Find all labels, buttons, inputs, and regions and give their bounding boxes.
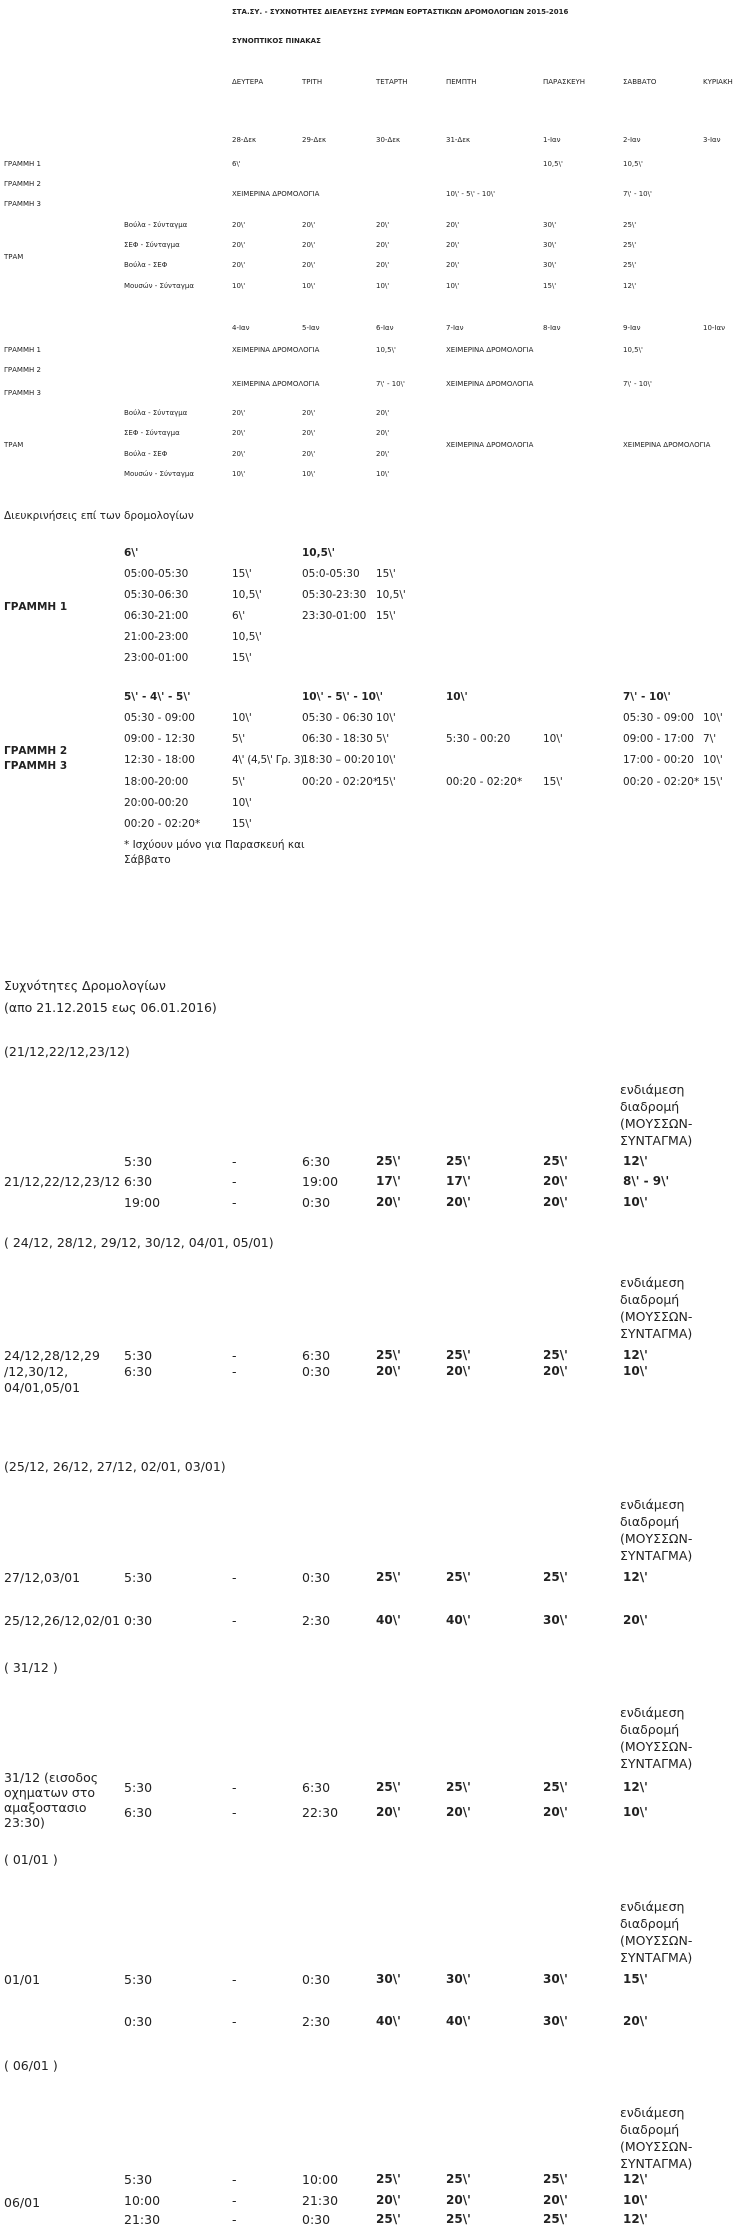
- freq: 5\': [376, 733, 390, 745]
- frequencies-period: (απο 21.12.2015 εως 06.01.2016): [4, 1000, 217, 1015]
- cell: ΧΕΙΜΕΡΙΝΑ ΔΡΟΜΟΛΟΓΙΑ: [232, 346, 320, 354]
- freq: 10\': [623, 1195, 648, 1209]
- freq: 25\': [376, 2212, 401, 2226]
- dash: -: [232, 2172, 237, 2187]
- freq: 10\': [703, 754, 723, 766]
- time-range: 05:30 - 09:00: [623, 712, 694, 724]
- end: 21:30: [302, 2193, 339, 2208]
- cell: 10\' - 5\' - 10\': [446, 190, 496, 198]
- start: 5:30: [124, 2172, 153, 2187]
- cell: 7\' - 10\': [623, 380, 652, 388]
- doc-subtitle: ΣΥΝΟΠΤΙΚΟΣ ΠΙΝΑΚΑΣ: [232, 37, 321, 45]
- freq: 15\': [703, 776, 723, 788]
- freq: 5\': [232, 776, 246, 788]
- freq: 12\': [623, 1780, 648, 1794]
- col-header: 10\' - 5\' - 10\': [302, 691, 384, 703]
- freq: 20\': [623, 1613, 648, 1627]
- cell: 15\': [543, 282, 557, 290]
- tram-label: ΤΡΑΜ: [4, 253, 24, 261]
- start: 6:30: [124, 1174, 153, 1189]
- freq: 25\': [446, 2212, 471, 2226]
- time-range: 18:00-20:00: [124, 776, 189, 788]
- time-range: 05:0-05:30: [302, 568, 360, 580]
- cell: 20\': [376, 261, 390, 269]
- freq: 10,5\': [232, 589, 262, 601]
- start: 5:30: [124, 1348, 153, 1363]
- freq: 12\': [623, 1348, 648, 1362]
- freq: 12\': [623, 1154, 648, 1168]
- end: 22:30: [302, 1805, 339, 1820]
- line3-label: ΓΡΑΜΜΗ 3: [4, 760, 68, 772]
- time-range: 23:30-01:00: [302, 610, 367, 622]
- section-heading: ( 31/12 ): [4, 1660, 58, 1675]
- freq: 12\': [623, 2212, 648, 2226]
- freq: 25\': [446, 1154, 471, 1168]
- mid-route-header: ενδιάμεση διαδρομή (ΜΟΥΣΣΩΝ-ΣΥΝΤΑΓΜΑ): [620, 1275, 693, 1341]
- freq: 20\': [446, 2193, 471, 2207]
- time-range: 17:00 - 00:20: [623, 754, 694, 766]
- freq: 7\': [703, 733, 717, 745]
- cell: 10\': [302, 282, 316, 290]
- freq: 25\': [446, 1570, 471, 1584]
- date-cell: 29-Δεκ: [302, 136, 327, 144]
- time-range: 00:20 - 02:20*: [124, 818, 201, 830]
- day-thursday: ΠΕΜΠΤΗ: [446, 78, 477, 86]
- freq: 20\': [376, 2193, 401, 2207]
- end: 0:30: [302, 2212, 331, 2227]
- freq: 40\': [376, 2014, 401, 2028]
- date-label: 24/12,28/12,29 /12,30/12, 04/01,05/01: [4, 1348, 100, 1395]
- end: 6:30: [302, 1154, 331, 1169]
- cell: ΧΕΙΜΕΡΙΝΑ ΔΡΟΜΟΛΟΓΙΑ: [232, 190, 320, 198]
- cell: 20\': [302, 221, 316, 229]
- freq: 40\': [446, 2014, 471, 2028]
- freq: 4\' (4,5\' Γρ. 3): [232, 754, 304, 766]
- freq: 15\': [376, 776, 396, 788]
- doc-title: ΣΤΑ.ΣΥ. - ΣΥΧΝΟΤΗΤΕΣ ΔΙΕΛΕΥΣΗΣ ΣΥΡΜΩΝ ΕΟΡΤΑΣΤΙΚΩΝ ΔΡΟΜΟΛΟΓΙΩΝ 2015-2016: [232, 8, 569, 16]
- end: 19:00: [302, 1174, 339, 1189]
- cell: 20\': [232, 429, 246, 437]
- time-range: 23:00-01:00: [124, 652, 189, 664]
- end: 6:30: [302, 1780, 331, 1795]
- mid-route-header: ενδιάμεση διαδρομή (ΜΟΥΣΣΩΝ-ΣΥΝΤΑΓΜΑ): [620, 1497, 693, 1563]
- start: 6:30: [124, 1805, 153, 1820]
- line2-label: ΓΡΑΜΜΗ 2: [4, 745, 68, 757]
- cell: 25\': [623, 261, 637, 269]
- freq: 25\': [446, 2172, 471, 2186]
- day-friday: ΠΑΡΑΣΚΕΥΗ: [543, 78, 586, 86]
- cell: 7\' - 10\': [623, 190, 652, 198]
- date-cell: 6-Ιαν: [376, 324, 394, 332]
- freq: 10\': [703, 712, 723, 724]
- tram-label: ΤΡΑΜ: [4, 441, 24, 449]
- end: 2:30: [302, 2014, 331, 2029]
- time-range: 09:00 - 17:00: [623, 733, 694, 745]
- cell: 20\': [302, 261, 316, 269]
- date-label: 01/01: [4, 1972, 41, 1987]
- start: 21:30: [124, 2212, 161, 2227]
- freq: 25\': [543, 1780, 568, 1794]
- date-cell: 8-Ιαν: [543, 324, 561, 332]
- mid-route-header: ενδιάμεση διαδρομή (ΜΟΥΣΣΩΝ-ΣΥΝΤΑΓΜΑ): [620, 1899, 693, 1965]
- time-range: 00:20 - 02:20*: [302, 776, 379, 788]
- line2-label: ΓΡΑΜΜΗ 2: [4, 366, 41, 374]
- cell: 7\' - 10\': [376, 380, 405, 388]
- line1-label: ΓΡΑΜΜΗ 1: [4, 601, 68, 613]
- date-cell: 30-Δεκ: [376, 136, 401, 144]
- freq: 20\': [543, 1364, 568, 1378]
- cell: 20\': [232, 221, 246, 229]
- time-range: 06:30 - 18:30: [302, 733, 373, 745]
- line2-label: ΓΡΑΜΜΗ 2: [4, 180, 41, 188]
- dash: -: [232, 1364, 237, 1379]
- time-range: 21:00-23:00: [124, 631, 189, 643]
- freq: 20\': [376, 1364, 401, 1378]
- freq: 10,5\': [376, 589, 406, 601]
- dash: -: [232, 1805, 237, 1820]
- date-cell: 10-Ιαν: [703, 324, 726, 332]
- freq: 10\': [543, 733, 563, 745]
- freq: 17\': [446, 1174, 471, 1188]
- freq: 10\': [623, 1364, 648, 1378]
- cell: ΧΕΙΜΕΡΙΝΑ ΔΡΟΜΟΛΟΓΙΑ: [446, 346, 534, 354]
- tram-route: Βούλα - Σύνταγμα: [124, 221, 188, 229]
- time-range: 05:30-23:30: [302, 589, 367, 601]
- cell: 20\': [376, 450, 390, 458]
- freq: 30\': [543, 1613, 568, 1627]
- date-label: 31/12 (εισοδος οχηματων στο αμαξοστασιο 23:30): [4, 1770, 99, 1830]
- section-heading: ( 01/01 ): [4, 1852, 58, 1867]
- cell: 20\': [302, 429, 316, 437]
- end: 6:30: [302, 1348, 331, 1363]
- cell: 12\': [623, 282, 637, 290]
- start: 0:30: [124, 1613, 153, 1628]
- end: 0:30: [302, 1364, 331, 1379]
- freq: 17\': [376, 1174, 401, 1188]
- freq: 20\': [446, 1805, 471, 1819]
- cell: 10,5\': [623, 160, 643, 168]
- section-heading: (21/12,22/12,23/12): [4, 1044, 130, 1059]
- cell: 30\': [543, 241, 557, 249]
- tram-route: ΣΕΦ - Σύνταγμα: [124, 429, 180, 437]
- freq: 12\': [623, 2172, 648, 2186]
- freq: 15\': [232, 818, 252, 830]
- time-range: 05:30 - 06:30: [302, 712, 373, 724]
- col-header: 7\' - 10\': [623, 691, 671, 703]
- dash: -: [232, 1154, 237, 1169]
- freq: 30\': [446, 1972, 471, 1986]
- time-range: 5:30 - 00:20: [446, 733, 511, 745]
- cell: ΧΕΙΜΕΡΙΝΑ ΔΡΟΜΟΛΟΓΙΑ: [446, 380, 534, 388]
- col-header: 10,5\': [302, 547, 335, 559]
- freq: 25\': [376, 1780, 401, 1794]
- start: 5:30: [124, 1154, 153, 1169]
- section-heading: ( 06/01 ): [4, 2058, 58, 2073]
- date-label: 06/01: [4, 2195, 41, 2210]
- freq: 15\': [623, 1972, 648, 1986]
- cell: 20\': [232, 261, 246, 269]
- freq: 25\': [543, 1154, 568, 1168]
- freq: 10\': [623, 1805, 648, 1819]
- end: 0:30: [302, 1972, 331, 1987]
- day-saturday: ΣΑΒΒΑΤΟ: [623, 78, 657, 86]
- freq: 15\': [232, 568, 252, 580]
- dash: -: [232, 1348, 237, 1363]
- dash: -: [232, 1972, 237, 1987]
- freq: 6\': [232, 610, 246, 622]
- freq: 10\': [232, 797, 252, 809]
- time-range: 00:20 - 02:20*: [623, 776, 700, 788]
- start: 5:30: [124, 1972, 153, 1987]
- cell: 20\': [446, 261, 460, 269]
- cell: 20\': [446, 221, 460, 229]
- day-sunday: ΚΥΡΙΑΚΗ: [703, 78, 733, 86]
- freq: 12\': [623, 1570, 648, 1584]
- end: 0:30: [302, 1570, 331, 1585]
- cell: ΧΕΙΜΕΡΙΝΑ ΔΡΟΜΟΛΟΓΙΑ: [623, 441, 711, 449]
- dash: -: [232, 2014, 237, 2029]
- end: 0:30: [302, 1195, 331, 1210]
- date-cell: 31-Δεκ: [446, 136, 471, 144]
- cell: 20\': [446, 241, 460, 249]
- start: 5:30: [124, 1780, 153, 1795]
- date-cell: 2-Ιαν: [623, 136, 641, 144]
- cell: 10,5\': [376, 346, 396, 354]
- freq: 10\': [623, 2193, 648, 2207]
- freq: 10\': [376, 754, 396, 766]
- date-cell: 1-Ιαν: [543, 136, 561, 144]
- cell: 20\': [302, 409, 316, 417]
- cell: 10\': [302, 470, 316, 478]
- start: 6:30: [124, 1364, 153, 1379]
- freq: 25\': [543, 1348, 568, 1362]
- freq: 10\': [232, 712, 252, 724]
- day-tuesday: ΤΡΙΤΗ: [302, 78, 323, 86]
- freq: 10,5\': [232, 631, 262, 643]
- time-range: 09:00 - 12:30: [124, 733, 195, 745]
- end: 2:30: [302, 1613, 331, 1628]
- cell: 20\': [232, 409, 246, 417]
- date-cell: 5-Ιαν: [302, 324, 320, 332]
- freq: 25\': [446, 1780, 471, 1794]
- cell: 10\': [376, 470, 390, 478]
- time-range: 05:30 - 09:00: [124, 712, 195, 724]
- cell: 20\': [376, 409, 390, 417]
- clarifications-title: Διευκρινήσεις επί των δρομολογίων: [4, 510, 194, 522]
- col-header: 6\': [124, 547, 139, 559]
- tram-route: Βούλα - ΣΕΦ: [124, 261, 168, 269]
- line1-label: ΓΡΑΜΜΗ 1: [4, 346, 41, 354]
- freq: 20\': [446, 1364, 471, 1378]
- cell: 10\': [446, 282, 460, 290]
- freq: 20\': [543, 2193, 568, 2207]
- cell: 10,5\': [623, 346, 643, 354]
- freq: 30\': [543, 2014, 568, 2028]
- date-cell: 3-Ιαν: [703, 136, 721, 144]
- freq: 20\': [543, 1174, 568, 1188]
- section-heading: (25/12, 26/12, 27/12, 02/01, 03/01): [4, 1459, 226, 1474]
- freq: 25\': [376, 1570, 401, 1584]
- freq: 15\': [376, 568, 396, 580]
- start: 10:00: [124, 2193, 161, 2208]
- dash: -: [232, 1570, 237, 1585]
- cell: 25\': [623, 241, 637, 249]
- freq: 25\': [543, 1570, 568, 1584]
- start: 19:00: [124, 1195, 161, 1210]
- freq: 25\': [543, 2172, 568, 2186]
- tram-route: Βούλα - ΣΕΦ: [124, 450, 168, 458]
- time-range: 05:30-06:30: [124, 589, 189, 601]
- cell: 20\': [232, 241, 246, 249]
- freq: 40\': [376, 1613, 401, 1627]
- cell: 20\': [376, 241, 390, 249]
- dash: -: [232, 2212, 237, 2227]
- cell: 30\': [543, 261, 557, 269]
- mid-route-header: ενδιάμεση διαδρομή (ΜΟΥΣΣΩΝ-ΣΥΝΤΑΓΜΑ): [620, 1705, 693, 1771]
- footnote: * Ισχύουν μόνο για Παρασκευή και Σάββατο: [124, 839, 305, 866]
- freq: 8\' - 9\': [623, 1174, 670, 1188]
- freq: 25\': [376, 2172, 401, 2186]
- tram-route: ΣΕΦ - Σύνταγμα: [124, 241, 180, 249]
- tram-route: Μουσών - Σύνταγμα: [124, 282, 194, 290]
- freq: 30\': [376, 1972, 401, 1986]
- line1-label: ΓΡΑΜΜΗ 1: [4, 160, 41, 168]
- time-range: 06:30-21:00: [124, 610, 189, 622]
- freq: 20\': [543, 1805, 568, 1819]
- freq: 20\': [446, 1195, 471, 1209]
- freq: 15\': [376, 610, 396, 622]
- freq: 20\': [376, 1805, 401, 1819]
- cell: 30\': [543, 221, 557, 229]
- time-range: 20:00-00:20: [124, 797, 189, 809]
- date-label: 25/12,26/12,02/01: [4, 1613, 121, 1628]
- mid-route-header: ενδιάμεση διαδρομή (ΜΟΥΣΣΩΝ-ΣΥΝΤΑΓΜΑ): [620, 1082, 693, 1148]
- freq: 25\': [376, 1154, 401, 1168]
- line3-label: ΓΡΑΜΜΗ 3: [4, 200, 41, 208]
- cell: ΧΕΙΜΕΡΙΝΑ ΔΡΟΜΟΛΟΓΙΑ: [446, 441, 534, 449]
- date-cell: 28-Δεκ: [232, 136, 257, 144]
- cell: 20\': [302, 241, 316, 249]
- cell: ΧΕΙΜΕΡΙΝΑ ΔΡΟΜΟΛΟΓΙΑ: [232, 380, 320, 388]
- cell: 6\': [232, 160, 241, 168]
- col-header: 10\': [446, 691, 468, 703]
- freq: 5\': [232, 733, 246, 745]
- freq: 20\': [623, 2014, 648, 2028]
- cell: 20\': [376, 429, 390, 437]
- start: 5:30: [124, 1570, 153, 1585]
- date-cell: 4-Ιαν: [232, 324, 250, 332]
- freq: 25\': [376, 1348, 401, 1362]
- day-monday: ΔΕΥΤΕΡΑ: [232, 78, 264, 86]
- cell: 25\': [623, 221, 637, 229]
- tram-route: Βούλα - Σύνταγμα: [124, 409, 188, 417]
- date-label: 27/12,03/01: [4, 1570, 81, 1585]
- freq: 25\': [446, 1348, 471, 1362]
- mid-route-header: ενδιάμεση διαδρομή (ΜΟΥΣΣΩΝ-ΣΥΝΤΑΓΜΑ): [620, 2105, 693, 2171]
- col-header: 5\' - 4\' - 5\': [124, 691, 191, 703]
- freq: 10\': [376, 712, 396, 724]
- dash: -: [232, 1174, 237, 1189]
- dash: -: [232, 1195, 237, 1210]
- time-range: 18:30 – 00:20: [302, 754, 375, 766]
- section-heading: ( 24/12, 28/12, 29/12, 30/12, 04/01, 05/01): [4, 1235, 274, 1250]
- cell: 10\': [376, 282, 390, 290]
- freq: 20\': [543, 1195, 568, 1209]
- start: 0:30: [124, 2014, 153, 2029]
- tram-route: Μουσών - Σύνταγμα: [124, 470, 194, 478]
- freq: 30\': [543, 1972, 568, 1986]
- freq: 40\': [446, 1613, 471, 1627]
- cell: 20\': [232, 450, 246, 458]
- time-range: 05:00-05:30: [124, 568, 189, 580]
- date-cell: 7-Ιαν: [446, 324, 464, 332]
- date-cell: 9-Ιαν: [623, 324, 641, 332]
- freq: 15\': [543, 776, 563, 788]
- time-range: 00:20 - 02:20*: [446, 776, 523, 788]
- day-wednesday: ΤΕΤΑΡΤΗ: [376, 78, 408, 86]
- cell: 20\': [302, 450, 316, 458]
- freq: 25\': [543, 2212, 568, 2226]
- freq: 20\': [376, 1195, 401, 1209]
- date-label: 21/12,22/12,23/12: [4, 1174, 121, 1189]
- dash: -: [232, 2193, 237, 2208]
- cell: 10\': [232, 282, 246, 290]
- end: 10:00: [302, 2172, 339, 2187]
- dash: -: [232, 1780, 237, 1795]
- cell: 10,5\': [543, 160, 563, 168]
- dash: -: [232, 1613, 237, 1628]
- time-range: 12:30 - 18:00: [124, 754, 195, 766]
- cell: 20\': [376, 221, 390, 229]
- line3-label: ΓΡΑΜΜΗ 3: [4, 389, 41, 397]
- freq: 15\': [232, 652, 252, 664]
- cell: 10\': [232, 470, 246, 478]
- frequencies-title: Συχνότητες Δρομολογίων: [4, 978, 166, 993]
